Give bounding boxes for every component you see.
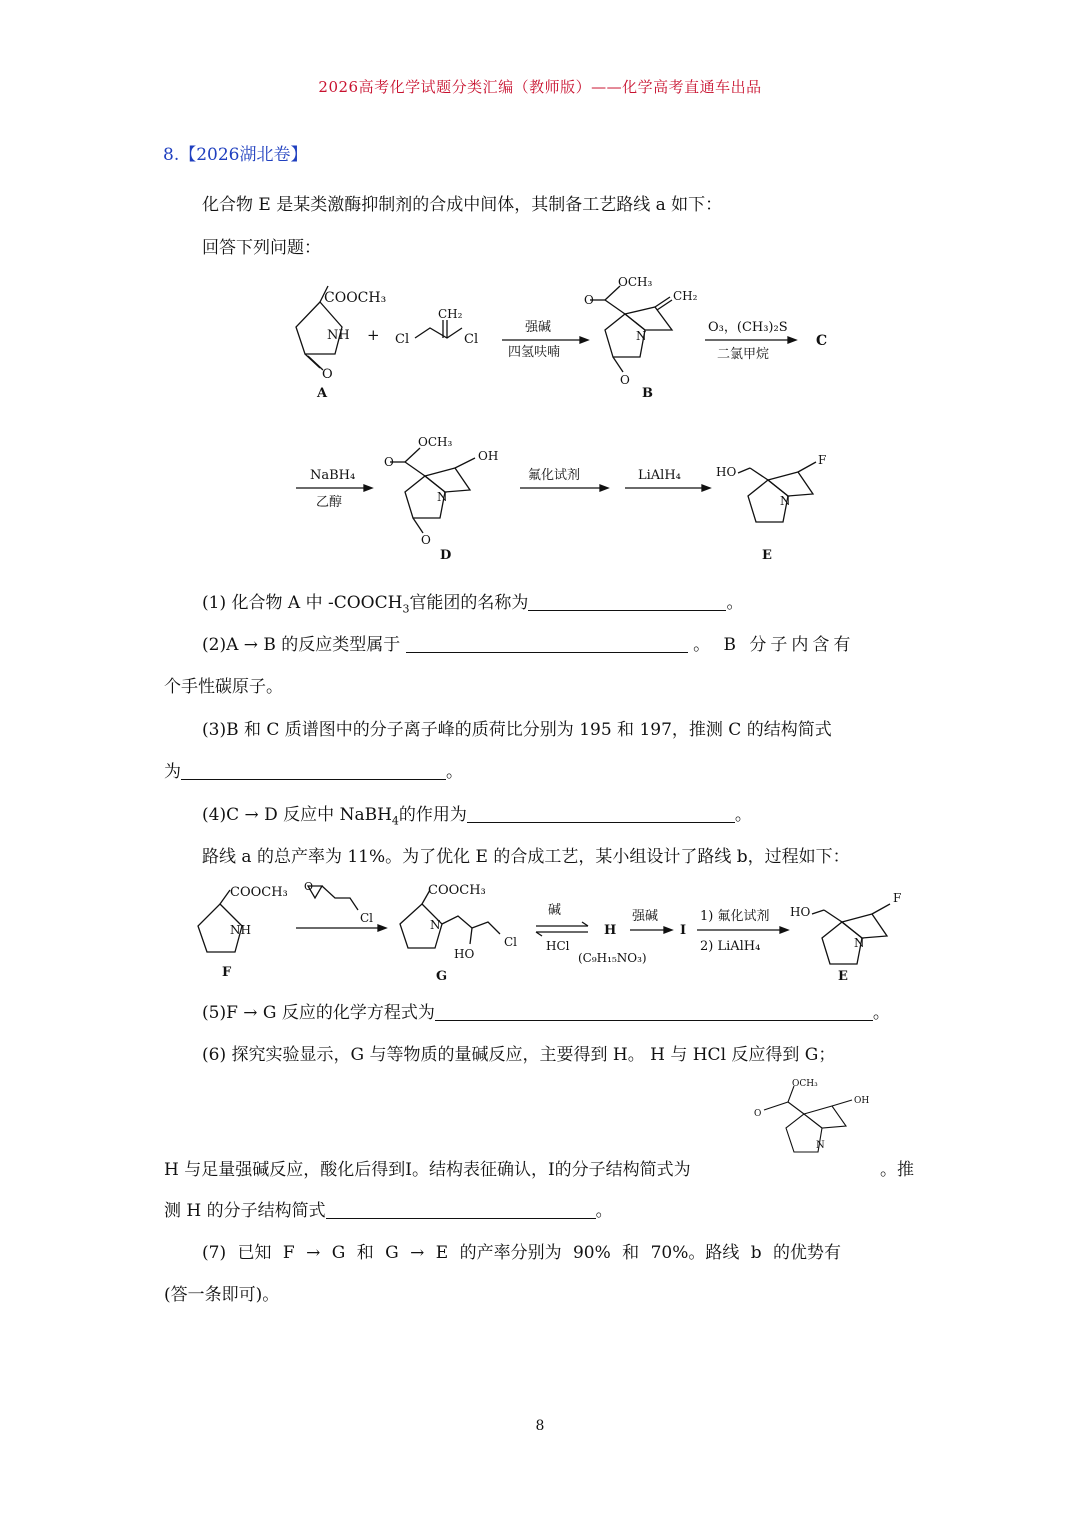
r3-bot: 乙醇 — [316, 495, 343, 510]
ch2-group: CH₂ — [438, 307, 463, 321]
plus-sign: + — [367, 326, 380, 344]
answer-blank-2[interactable] — [406, 634, 688, 653]
F-cooch3: COOCH₃ — [230, 885, 288, 900]
scheme-a-row1 — [280, 272, 840, 407]
I-label: I — [680, 923, 687, 938]
answer-blank-6[interactable] — [326, 1200, 596, 1219]
answer-blank-5[interactable] — [435, 1002, 873, 1021]
question-7-cont: (答一条即可)。 — [164, 1285, 280, 1305]
rb3-top: 1) 氟化试剂 — [700, 909, 770, 924]
G-label: G — [436, 969, 448, 984]
H-formula: (C₉H₁₅NO₃) — [578, 951, 647, 965]
structure-I — [752, 1076, 882, 1166]
rb3-bot: 2) LiAlH₄ — [700, 939, 761, 954]
r5-top: LiAlH₄ — [638, 468, 681, 483]
question-6: (6) 探究实验显示，G 与等物质的量碱反应，主要得到 H。 H 与 HCl 反应得到 G； — [202, 1045, 836, 1065]
epoxide-o: O — [304, 880, 314, 893]
D-o-bottom: O — [421, 533, 431, 547]
H-label: H — [604, 923, 617, 938]
route-b-intro: 路线 a 的总产率为 11%。为了优化 E 的合成工艺，某小组设计了路线 b，过程如下： — [202, 847, 850, 867]
question-6-tui: 。推 — [880, 1160, 914, 1180]
question-2-cont: 个手性碳原子。 — [164, 677, 283, 697]
answer-blank-3[interactable] — [181, 761, 446, 780]
r4-top: 氟化试剂 — [528, 468, 581, 483]
rb1-bot: HCl — [546, 939, 570, 953]
D-n: N — [437, 490, 448, 504]
r1-bot: 四氢呋喃 — [508, 345, 561, 360]
Eb-label: E — [838, 969, 848, 984]
A-cooch3: COOCH₃ — [324, 290, 387, 306]
F-nh: NH — [230, 923, 251, 937]
r3-top: NaBH₄ — [310, 468, 356, 483]
answer-blank-4[interactable] — [467, 804, 735, 823]
Eb-ho: HO — [790, 905, 811, 919]
cl-left: Cl — [395, 332, 410, 347]
page-number: 8 — [535, 1418, 545, 1434]
question-6-line3: 测 H 的分子结构简式 。 — [164, 1201, 613, 1221]
C-label: C — [816, 333, 828, 349]
question-5: (5)F → G 反应的化学方程式为 。 — [202, 1003, 890, 1023]
I-och3: OCH₃ — [792, 1079, 818, 1089]
B-o-bottom: O — [620, 373, 630, 387]
question-4: (4)C → D 反应中 NaBH$_4$的作用为 。 — [202, 805, 752, 828]
r2-top: O₃，(CH₃)₂S — [708, 320, 788, 335]
G-cooch3: COOCH₃ — [428, 883, 486, 898]
G-n: N — [430, 918, 441, 932]
B-och3: OCH₃ — [618, 275, 653, 289]
scheme-b — [190, 876, 930, 986]
D-label: D — [440, 548, 452, 563]
answer-blank-1[interactable] — [528, 592, 726, 611]
E-n: N — [780, 494, 791, 508]
r2-bot: 二氯甲烷 — [717, 347, 770, 362]
D-och3: OCH₃ — [418, 435, 453, 449]
B-label: B — [642, 386, 653, 401]
G-ho: HO — [454, 947, 475, 961]
question-number: 8.【2026湖北卷】 — [163, 145, 308, 165]
E-f: F — [818, 453, 827, 467]
G-cl: Cl — [504, 935, 518, 949]
E-ho: HO — [716, 465, 737, 479]
Eb-f: F — [893, 891, 902, 905]
epoxide-cl: Cl — [360, 911, 374, 925]
D-o-top: O — [384, 455, 394, 469]
I-n: N — [816, 1140, 825, 1151]
rb1-top: 碱 — [548, 903, 562, 918]
intro-line-1: 化合物 E 是某类激酶抑制剂的合成中间体，其制备工艺路线 a 如下： — [202, 195, 723, 215]
r1-top: 强碱 — [525, 320, 552, 335]
A-nh: NH — [327, 328, 350, 343]
question-7: (7) 已知 F → G 和 G → E 的产率分别为 90% 和 70%。路线 b 的优势有 — [202, 1243, 842, 1263]
I-oh: OH — [854, 1096, 870, 1106]
page-header: 2026高考化学试题分类汇编（教师版）——化学高考直通车出品 — [318, 78, 762, 96]
D-oh: OH — [478, 449, 499, 463]
scheme-a-row2 — [290, 428, 850, 568]
I-o: O — [754, 1109, 762, 1119]
F-label: F — [222, 965, 232, 980]
question-3-cont: 为 。 — [164, 762, 463, 782]
E-label: E — [762, 548, 772, 563]
question-3: (3)B 和 C 质谱图中的分子离子峰的质荷比分别为 195 和 197，推测 C 的结构简式 — [202, 720, 832, 740]
question-1: (1) 化合物 A 中 $-COOCH_3$官能团的名称为 。 — [202, 593, 744, 616]
B-ch2: CH₂ — [673, 289, 698, 303]
B-o-top: O — [584, 293, 594, 307]
A-o: O — [322, 367, 333, 382]
rb2-top: 强碱 — [632, 909, 659, 924]
intro-line-2: 回答下列问题： — [202, 238, 321, 258]
question-2: (2)A → B 的反应类型属于 。 B 分子内含有 — [202, 635, 855, 655]
B-n: N — [636, 329, 647, 343]
cl-right: Cl — [464, 332, 479, 347]
Eb-n: N — [854, 936, 865, 950]
question-6-line2: H 与足量强碱反应，酸化后得到I。结构表征确认，I的分子结构简式为 — [164, 1160, 691, 1180]
A-label: A — [317, 386, 328, 401]
